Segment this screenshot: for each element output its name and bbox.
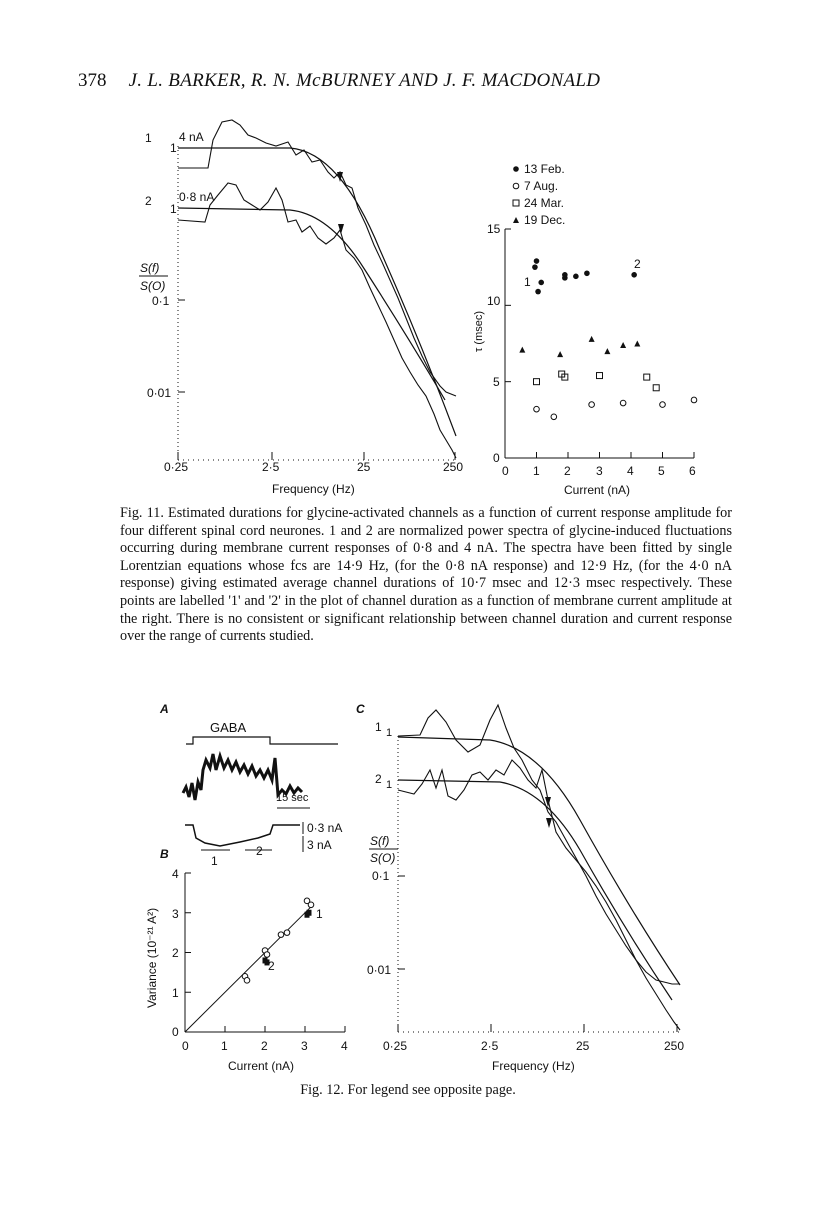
fig11-scatter-xtick-2: 2 — [564, 464, 571, 478]
fig11-ytick-01: 0·1 — [152, 294, 170, 308]
fig12-panelb-ytick-2: 2 — [172, 946, 179, 960]
fig11-xtick-3: 250 — [443, 460, 464, 474]
fig12-panelb-open-point — [244, 978, 250, 984]
fig11-trace2-label: 2 — [145, 194, 152, 208]
fig12-panelc-xlabel: Frequency (Hz) — [492, 1059, 575, 1073]
fig12-gaba-bar — [186, 737, 338, 744]
legend-label-0: 13 Feb. — [524, 162, 565, 176]
fig11-scatter-xtick-5: 5 — [658, 464, 665, 478]
fig12-panelc-xtick-3: 250 — [664, 1039, 685, 1053]
fig11-scatter-ytick-15: 15 — [487, 222, 501, 236]
fig12-caption: Fig. 12. For legend see opposite page. — [300, 1082, 516, 1098]
fig12-panelc-fc-arrow-2 — [546, 818, 552, 828]
fig12-panelb-open-point — [308, 902, 314, 908]
fig12-panelc-ytick-001: 0·01 — [367, 963, 392, 977]
fig11-ylabel-num: S(f) — [140, 261, 160, 275]
fig11-caption: Fig. 11. Estimated durations for glycine-activated channels as a function of current response amplitude for four different spinal cord neurones. 1 and 2 are normalized power spectra of glycine-induced fluctuations occurring during membrane current responses of 0·8 and 4 nA. The spectra have been fitted by single Lorentzian equations whose fcs are 14·9 Hz, (for the 0·8 nA response) and 12·9 Hz, (for the 4·0 nA response) giving estimated average channel durations of 10·7 msec and 12·3 msec respectively. These points are labelled '1' and '2' in the plot of channel duration as a function of membrane current amplitude at the right. There is no consistent or significant relationship between channel duration and current response over the range of currents studied. — [120, 505, 732, 645]
fig12-panelb-ytick-4: 4 — [172, 867, 179, 881]
fig12-panelc-trace1-one: 1 — [386, 727, 393, 739]
fig11-trace2-one: 1 — [170, 202, 177, 216]
fig11-scatter-xtick-3: 3 — [596, 464, 603, 478]
fig11-scatter-xtick-0: 0 — [502, 464, 509, 478]
fig11-trace1-amp: 4 nA — [179, 130, 204, 144]
fig12-panelb-ylabel: Variance (10⁻²¹ A²) — [145, 907, 159, 1008]
fig12-current-scale-large: 3 nA — [307, 838, 332, 852]
fig12-panelc-fit-curve-2 — [398, 780, 672, 1000]
fig12-gaba-label: GABA — [210, 720, 247, 735]
fig11-xtick-2: 25 — [357, 460, 371, 474]
fig12-seg2-label: 2 — [256, 844, 263, 858]
fig11-scatter-ylabel: τ (msec) — [473, 310, 485, 352]
legend-label-1: 7 Aug. — [524, 179, 559, 193]
fig12-time-scale: 15 sec — [276, 792, 309, 804]
fig11-scatter-xtick-4: 4 — [627, 464, 634, 478]
fig12-panelb-ytick-3: 3 — [172, 907, 179, 921]
fig12-panelb-fit-line — [185, 905, 313, 1032]
fig12-panelc-trace1-label: 1 — [375, 720, 382, 734]
fig12-panelb-ytick-0: 0 — [172, 1025, 179, 1039]
fig12-panelc-ytick-01: 0·1 — [372, 869, 390, 883]
fig11-xtick-0: 0·25 — [164, 460, 189, 474]
fig11-scatter-xtick-1: 1 — [533, 464, 540, 478]
fig12-panelb-open-point — [284, 930, 290, 936]
fig11-ytick-001: 0·01 — [147, 386, 172, 400]
fig12-panelb-xlabel: Current (nA) — [228, 1059, 295, 1073]
page-number: 378 — [78, 70, 107, 91]
fig12-panelc-xtick-2: 25 — [576, 1039, 590, 1053]
fig12-panelb-open-point — [278, 932, 284, 938]
fig12-panel-c-letter: C — [356, 702, 365, 716]
fig12-panelb-ytick-1: 1 — [172, 986, 179, 1000]
fig12-panelb-xtick-3: 3 — [301, 1039, 308, 1053]
fig11-scatter-ytick-10: 10 — [487, 294, 501, 308]
fig12-panelb-data-points — [185, 898, 314, 1032]
fig12-panelb-filled-point — [307, 910, 312, 916]
fig12-panelc-ylabel-den: S(O) — [370, 851, 396, 865]
fig12-panelb-xtick-2: 2 — [261, 1039, 268, 1053]
fig12-seg1-label: 1 — [211, 854, 218, 868]
fig11-scatter-xlabel: Current (nA) — [564, 483, 631, 497]
fig12-panelb-xtick-1: 1 — [221, 1039, 228, 1053]
fig11-xlabel: Frequency (Hz) — [272, 482, 355, 496]
fig11-trace2-amp: 0·8 nA — [179, 190, 215, 204]
fig11-scatter-ytick-0: 0 — [493, 451, 500, 465]
legend-label-3: 19 Dec. — [524, 213, 566, 227]
fig12-panelc-xtick-1: 2·5 — [481, 1039, 499, 1053]
fig12-current-trace — [185, 825, 300, 846]
fig12-panelc-trace2-one: 1 — [386, 779, 393, 791]
fig12-panelc-ylabel-num: S(f) — [370, 834, 390, 848]
fig12-panelc-spectrum-1 — [398, 705, 680, 984]
fig12-panel-b-letter: B — [160, 847, 169, 861]
fig11-xtick-1: 2·5 — [262, 460, 280, 474]
fig11-scatter-xtick-6: 6 — [689, 464, 696, 478]
fig12-panelb-point-label-2: 2 — [268, 959, 275, 973]
fig11-scatter-ytick-5: 5 — [493, 375, 500, 389]
fig11-trace1-one: 1 — [170, 141, 177, 155]
fig12-panel-a-letter: A — [160, 702, 169, 716]
fig12-current-scale-small: 0·3 nA — [307, 821, 343, 835]
fig11-trace1-label: 1 — [145, 131, 152, 145]
fig11-ylabel-den: S(O) — [140, 279, 166, 293]
fig11-point-label-2: 2 — [634, 257, 641, 271]
fig12-panelb-xtick-4: 4 — [341, 1039, 348, 1053]
fig11-point-label-1: 1 — [524, 275, 531, 289]
fig12-panelb-point-label-1: 1 — [316, 907, 323, 921]
fig12-panelc-xtick-0: 0·25 — [383, 1039, 408, 1053]
fig12-panelc-trace2-label: 2 — [375, 772, 382, 786]
fig12-panelb-open-point — [264, 952, 270, 958]
header-authors: J. L. BARKER, R. N. McBURNEY AND J. F. MACDONALD — [128, 70, 601, 91]
legend-label-2: 24 Mar. — [524, 196, 565, 210]
fig12-panelb-xtick-0: 0 — [182, 1039, 189, 1053]
